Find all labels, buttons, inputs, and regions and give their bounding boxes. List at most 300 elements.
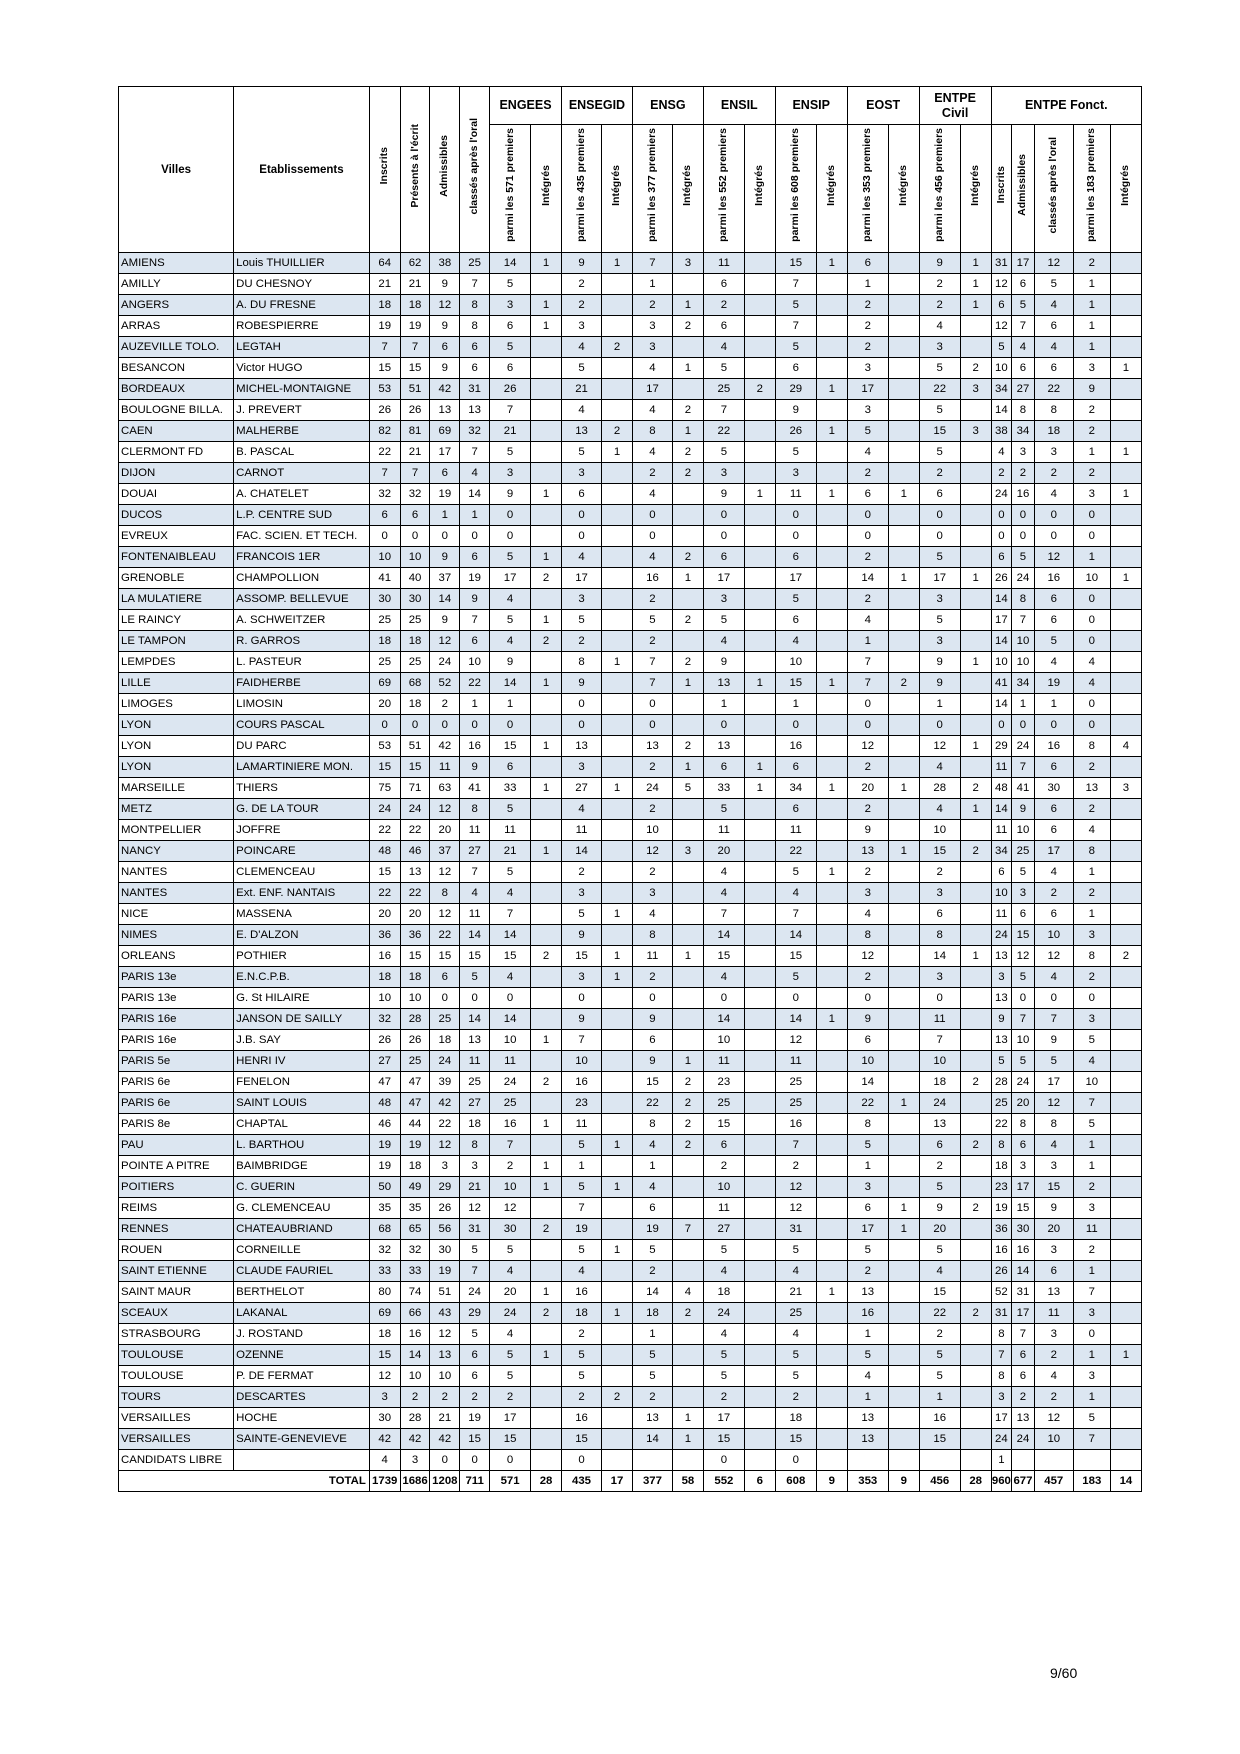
table-row [119, 1219, 1142, 1240]
value-cell: 21 [400, 442, 430, 463]
value-cell [602, 1072, 633, 1093]
value-cell: 34 [991, 841, 1012, 862]
value-cell [531, 820, 562, 841]
value-cell: 3 [1073, 1198, 1110, 1219]
value-cell: 2 [960, 841, 991, 862]
value-cell: 16 [919, 1408, 960, 1429]
value-cell: 11 [703, 253, 744, 274]
value-cell: 9 [430, 316, 460, 337]
value-cell: 4 [1012, 337, 1035, 358]
value-cell: 1 [1034, 694, 1073, 715]
etablissement-cell: FAIDHERBE [234, 673, 370, 694]
value-cell: 1 [531, 610, 562, 631]
value-cell [1110, 904, 1141, 925]
value-cell [602, 799, 633, 820]
value-cell: 33 [369, 1261, 400, 1282]
value-cell [888, 925, 919, 946]
value-cell: 5 [632, 610, 672, 631]
value-cell: 1 [531, 1282, 562, 1303]
value-cell: 3 [672, 253, 703, 274]
value-cell: 1 [847, 274, 888, 295]
value-cell: 4 [703, 967, 744, 988]
value-cell: 5 [490, 862, 531, 883]
value-cell: 10 [1012, 820, 1035, 841]
value-cell: 16 [561, 1072, 601, 1093]
value-cell: 1 [1110, 484, 1141, 505]
value-cell: 29 [430, 1177, 460, 1198]
value-cell: 2 [672, 1135, 703, 1156]
value-cell: 4 [1034, 484, 1073, 505]
value-cell: 25 [400, 652, 430, 673]
value-cell: 6 [703, 316, 744, 337]
value-cell: 42 [369, 1429, 400, 1450]
value-cell [744, 1030, 775, 1051]
value-cell: 2 [672, 1072, 703, 1093]
value-cell: 1 [888, 568, 919, 589]
value-cell: 1 [888, 1219, 919, 1240]
value-cell: 23 [561, 1093, 601, 1114]
value-cell: 15 [430, 946, 460, 967]
value-cell: 14 [703, 1009, 744, 1030]
table-row [119, 505, 1142, 526]
value-cell: 13 [847, 1408, 888, 1429]
table-row [119, 526, 1142, 547]
value-cell: 16 [460, 736, 490, 757]
value-cell: 4 [847, 610, 888, 631]
value-cell: 17 [632, 379, 672, 400]
etablissement-cell: FAC. SCIEN. ET TECH. [234, 526, 370, 547]
value-cell [816, 1177, 847, 1198]
value-cell: 5 [561, 1177, 601, 1198]
value-cell: 9 [991, 1009, 1012, 1030]
value-cell [744, 1156, 775, 1177]
value-cell: 5 [847, 1135, 888, 1156]
value-cell: 13 [919, 1114, 960, 1135]
value-cell [816, 358, 847, 379]
value-cell: 17 [430, 442, 460, 463]
value-cell [672, 1387, 703, 1408]
value-cell: 24 [430, 652, 460, 673]
value-cell: 2 [1073, 400, 1110, 421]
value-cell: 0 [775, 988, 816, 1009]
etablissement-cell: SAINT LOUIS [234, 1093, 370, 1114]
value-cell: 7 [369, 463, 400, 484]
value-cell: 3 [460, 1156, 490, 1177]
value-cell [632, 1450, 672, 1471]
value-cell: 6 [703, 1135, 744, 1156]
ville-cell: POITIERS [119, 1177, 234, 1198]
value-cell: 2 [847, 547, 888, 568]
value-cell: 16 [561, 1408, 601, 1429]
value-cell: 13 [1073, 778, 1110, 799]
value-cell: 20 [1034, 1219, 1073, 1240]
value-cell: 9 [919, 253, 960, 274]
value-cell: 7 [1073, 1429, 1110, 1450]
value-cell [888, 295, 919, 316]
value-cell: 1 [672, 757, 703, 778]
value-cell: 0 [490, 1450, 531, 1471]
value-cell: 4 [1073, 820, 1110, 841]
value-cell: 51 [430, 1282, 460, 1303]
etablissement-cell: HOCHE [234, 1408, 370, 1429]
value-cell: 12 [460, 1198, 490, 1219]
ville-cell: SAINT MAUR [119, 1282, 234, 1303]
value-cell: 4 [847, 904, 888, 925]
etablissement-cell: JANSON DE SAILLY [234, 1009, 370, 1030]
value-cell: 24 [430, 1051, 460, 1072]
value-cell: 6 [991, 295, 1012, 316]
value-cell: 11 [775, 820, 816, 841]
value-cell: 33 [703, 778, 744, 799]
value-cell: 15 [490, 1429, 531, 1450]
value-cell [960, 1450, 991, 1471]
value-cell: 1 [602, 1240, 633, 1261]
value-cell [888, 1324, 919, 1345]
value-cell: 9 [919, 1198, 960, 1219]
value-cell [531, 400, 562, 421]
total-value-cell: 183 [1073, 1471, 1110, 1492]
value-cell: 5 [1012, 295, 1035, 316]
value-cell: 28 [919, 778, 960, 799]
value-cell: 6 [632, 1198, 672, 1219]
total-value-cell: 28 [960, 1471, 991, 1492]
value-cell [1110, 1114, 1141, 1135]
value-cell: 6 [460, 337, 490, 358]
value-cell: 2 [1073, 799, 1110, 820]
ville-cell: NICE [119, 904, 234, 925]
ville-cell: PARIS 5e [119, 1051, 234, 1072]
value-cell: 46 [369, 1114, 400, 1135]
value-cell: 5 [490, 610, 531, 631]
value-cell [531, 1261, 562, 1282]
ville-cell: ROUEN [119, 1240, 234, 1261]
value-cell: 16 [1012, 484, 1035, 505]
value-cell: 21 [430, 1408, 460, 1429]
value-cell: 1 [531, 253, 562, 274]
value-cell: 2 [632, 295, 672, 316]
value-cell: 15 [775, 946, 816, 967]
value-cell: 0 [369, 715, 400, 736]
value-cell: 10 [919, 1051, 960, 1072]
value-cell: 36 [400, 925, 430, 946]
value-cell [531, 1009, 562, 1030]
value-cell: 3 [775, 463, 816, 484]
value-cell: 1 [561, 1156, 601, 1177]
value-cell: 0 [1073, 610, 1110, 631]
total-value-cell: 457 [1034, 1471, 1073, 1492]
value-cell [672, 337, 703, 358]
value-cell: 2 [672, 1303, 703, 1324]
value-cell: 42 [430, 1093, 460, 1114]
value-cell: 12 [430, 904, 460, 925]
value-cell [531, 337, 562, 358]
value-cell: 82 [369, 421, 400, 442]
value-cell [1110, 1177, 1141, 1198]
value-cell: 0 [460, 715, 490, 736]
table-row [119, 1198, 1142, 1219]
value-cell [531, 526, 562, 547]
value-cell: 1 [602, 904, 633, 925]
value-cell: 6 [430, 967, 460, 988]
ville-cell: PARIS 8e [119, 1114, 234, 1135]
table-row [119, 694, 1142, 715]
value-cell: 14 [919, 946, 960, 967]
value-cell [1073, 1450, 1110, 1471]
value-cell [888, 1429, 919, 1450]
value-cell: 26 [369, 400, 400, 421]
value-cell: 0 [919, 715, 960, 736]
value-cell: 6 [775, 799, 816, 820]
value-cell [602, 589, 633, 610]
value-cell: 2 [744, 379, 775, 400]
table-row [119, 652, 1142, 673]
value-cell: 2 [703, 295, 744, 316]
value-cell: 9 [430, 547, 460, 568]
value-cell: 1 [1073, 295, 1110, 316]
table-row [119, 421, 1142, 442]
value-cell: 25 [703, 1093, 744, 1114]
value-cell: 15 [1012, 925, 1035, 946]
value-cell: 19 [1034, 673, 1073, 694]
value-cell: 15 [703, 1429, 744, 1450]
value-cell [1110, 1009, 1141, 1030]
value-cell: 3 [1110, 778, 1141, 799]
value-cell: 7 [775, 316, 816, 337]
value-cell: 50 [369, 1177, 400, 1198]
value-cell [816, 463, 847, 484]
value-cell: 6 [460, 1366, 490, 1387]
value-cell: 15 [369, 1345, 400, 1366]
value-cell: 29 [460, 1303, 490, 1324]
value-cell [531, 967, 562, 988]
value-cell: 3 [919, 967, 960, 988]
value-cell: 0 [1073, 526, 1110, 547]
value-cell: 25 [400, 610, 430, 631]
value-cell: 19 [400, 1135, 430, 1156]
value-cell [744, 547, 775, 568]
value-cell: 6 [400, 505, 430, 526]
value-cell: 5 [991, 1051, 1012, 1072]
value-cell: 2 [632, 463, 672, 484]
value-cell: 5 [1012, 862, 1035, 883]
value-cell: 32 [369, 1240, 400, 1261]
value-cell [888, 1030, 919, 1051]
value-cell: 14 [703, 925, 744, 946]
value-cell: 2 [672, 442, 703, 463]
value-cell [888, 1282, 919, 1303]
value-cell [888, 1387, 919, 1408]
value-cell: 9 [430, 358, 460, 379]
value-cell: 6 [1034, 358, 1073, 379]
value-cell: 1 [672, 673, 703, 694]
value-cell: 2 [1073, 967, 1110, 988]
value-cell [888, 1240, 919, 1261]
value-cell: 16 [490, 1114, 531, 1135]
value-cell: 5 [490, 274, 531, 295]
value-cell: 0 [1073, 631, 1110, 652]
value-cell [888, 1345, 919, 1366]
value-cell [744, 1282, 775, 1303]
value-cell: 11 [703, 1198, 744, 1219]
value-cell: 14 [460, 925, 490, 946]
value-cell: 6 [430, 337, 460, 358]
total-value-cell: 1208 [430, 1471, 460, 1492]
value-cell: 20 [1012, 1093, 1035, 1114]
value-cell: 1 [672, 568, 703, 589]
value-cell: 0 [1073, 715, 1110, 736]
etablissement-cell: FENELON [234, 1072, 370, 1093]
value-cell: 18 [400, 694, 430, 715]
value-cell [1110, 253, 1141, 274]
value-cell: 1 [602, 442, 633, 463]
value-cell: 12 [430, 862, 460, 883]
value-cell: 5 [919, 547, 960, 568]
value-cell: 17 [1012, 253, 1035, 274]
value-cell: 3 [919, 589, 960, 610]
value-cell: 17 [703, 568, 744, 589]
value-cell: 2 [1034, 1387, 1073, 1408]
value-cell [602, 1009, 633, 1030]
value-cell [531, 505, 562, 526]
value-cell: 5 [1034, 631, 1073, 652]
table-row [119, 400, 1142, 421]
value-cell: 3 [672, 841, 703, 862]
value-cell: 0 [919, 988, 960, 1009]
col-integres-header: Intégrés [888, 125, 919, 253]
value-cell: 0 [1012, 505, 1035, 526]
value-cell [1110, 1093, 1141, 1114]
value-cell: 1 [430, 505, 460, 526]
ville-cell: DIJON [119, 463, 234, 484]
value-cell [602, 568, 633, 589]
value-cell [672, 925, 703, 946]
value-cell: 30 [369, 589, 400, 610]
value-cell: 1 [744, 778, 775, 799]
value-cell: 25 [991, 1093, 1012, 1114]
value-cell: 2 [490, 1387, 531, 1408]
ville-cell: DUCOS [119, 505, 234, 526]
value-cell [744, 610, 775, 631]
value-cell [744, 526, 775, 547]
value-cell: 0 [460, 988, 490, 1009]
value-cell: 2 [561, 1387, 601, 1408]
value-cell: 1 [531, 316, 562, 337]
value-cell [1110, 1135, 1141, 1156]
value-cell: 7 [632, 673, 672, 694]
value-cell [602, 526, 633, 547]
value-cell: 26 [775, 421, 816, 442]
value-cell: 24 [991, 925, 1012, 946]
value-cell: 2 [561, 274, 601, 295]
value-cell: 3 [1034, 1324, 1073, 1345]
value-cell [816, 1303, 847, 1324]
value-cell: 3 [1073, 1009, 1110, 1030]
value-cell [744, 1219, 775, 1240]
etablissement-cell: E.N.C.P.B. [234, 967, 370, 988]
value-cell: 2 [672, 316, 703, 337]
value-cell: 0 [1034, 505, 1073, 526]
value-cell: 13 [991, 1030, 1012, 1051]
value-cell: 0 [991, 715, 1012, 736]
value-cell: 31 [991, 1303, 1012, 1324]
etablissement-cell: Victor HUGO [234, 358, 370, 379]
value-cell: 6 [1012, 1345, 1035, 1366]
value-cell: 18 [919, 1072, 960, 1093]
value-cell: 32 [400, 484, 430, 505]
value-cell: 63 [430, 778, 460, 799]
value-cell [816, 1429, 847, 1450]
value-cell [960, 526, 991, 547]
value-cell: 5 [490, 799, 531, 820]
value-cell: 2 [847, 589, 888, 610]
table-row [119, 1345, 1142, 1366]
group-eost-header: EOST [847, 87, 919, 125]
value-cell: 9 [561, 673, 601, 694]
value-cell [816, 1072, 847, 1093]
value-cell [744, 1303, 775, 1324]
etablissement-cell: A. DU FRESNE [234, 295, 370, 316]
value-cell: 1 [816, 484, 847, 505]
value-cell: 4 [1034, 295, 1073, 316]
value-cell: 27 [561, 778, 601, 799]
value-cell: 13 [430, 1345, 460, 1366]
value-cell [672, 904, 703, 925]
value-cell: 3 [561, 463, 601, 484]
value-cell [744, 589, 775, 610]
value-cell: 3 [561, 883, 601, 904]
value-cell [672, 1177, 703, 1198]
value-cell: 7 [460, 442, 490, 463]
value-cell: 6 [430, 463, 460, 484]
value-cell: 10 [369, 988, 400, 1009]
etablissement-cell: J. ROSTAND [234, 1324, 370, 1345]
etablissement-cell: G. St HILAIRE [234, 988, 370, 1009]
value-cell: 3 [703, 589, 744, 610]
value-cell: 5 [847, 1345, 888, 1366]
value-cell [602, 1051, 633, 1072]
value-cell [531, 715, 562, 736]
value-cell: 11 [490, 1051, 531, 1072]
value-cell [744, 1051, 775, 1072]
etablissement-cell: CLEMENCEAU [234, 862, 370, 883]
group-ensegid-header: ENSEGID [561, 87, 632, 125]
ville-cell: METZ [119, 799, 234, 820]
value-cell: 8 [632, 1114, 672, 1135]
value-cell [816, 841, 847, 862]
value-cell: 9 [847, 820, 888, 841]
value-cell: 0 [703, 988, 744, 1009]
value-cell: 22 [632, 1093, 672, 1114]
value-cell [744, 883, 775, 904]
value-cell: 11 [991, 820, 1012, 841]
value-cell: 6 [847, 484, 888, 505]
value-cell: 5 [632, 1240, 672, 1261]
value-cell: 18 [400, 1156, 430, 1177]
value-cell: 13 [847, 841, 888, 862]
value-cell: 30 [430, 1240, 460, 1261]
table-row [119, 1366, 1142, 1387]
value-cell [602, 463, 633, 484]
value-cell [816, 904, 847, 925]
value-cell: 0 [775, 526, 816, 547]
value-cell [602, 1450, 633, 1471]
value-cell: 2 [703, 1156, 744, 1177]
value-cell: 1 [602, 778, 633, 799]
value-cell [1110, 862, 1141, 883]
ville-cell: VERSAILLES [119, 1429, 234, 1450]
value-cell: 10 [369, 547, 400, 568]
value-cell: 2 [1034, 883, 1073, 904]
